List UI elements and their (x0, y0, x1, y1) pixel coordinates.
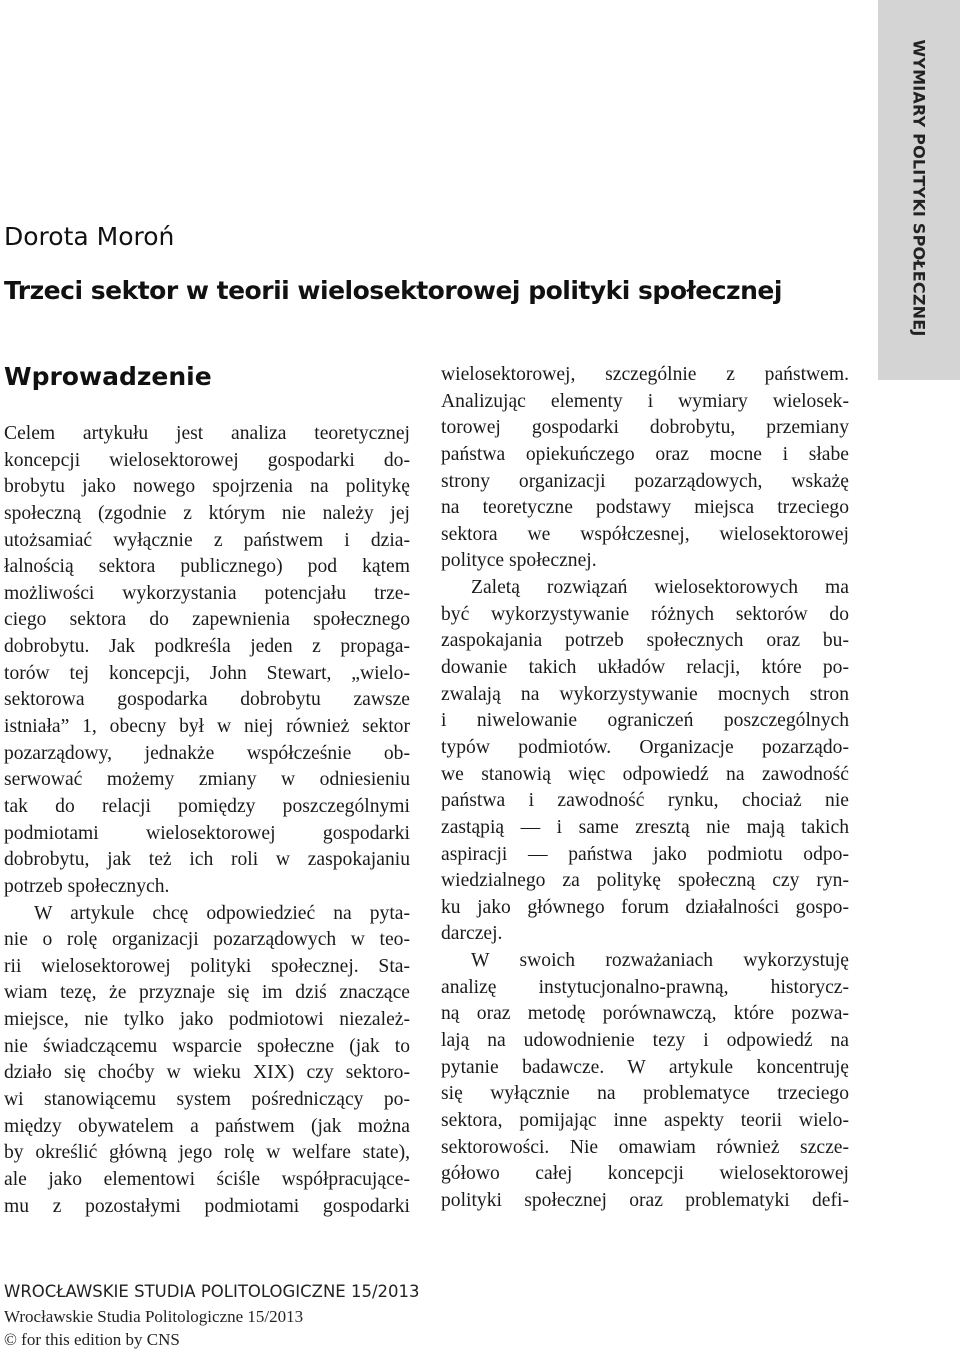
text-line: brobytu jako nowego spojrzenia na politykę (4, 476, 410, 498)
text-line: pozarządowy, jednakże współcześnie ob- (4, 742, 410, 764)
text-line: wiam tezę, że przyznaje się im dziś znaczące (4, 982, 410, 1004)
text-line: istniała” 1, obecny był w niej również sektor (4, 716, 410, 738)
text-line: by określić główną jego rolę w welfare state), (4, 1142, 410, 1164)
text-line: dowanie takich układów relacji, które po- (441, 657, 849, 679)
text-line: polityki społecznej oraz problematyki defi- (441, 1189, 849, 1211)
text-line: darczej. (441, 923, 503, 945)
text-line: ku jako głównego forum działalności gospo- (441, 896, 849, 918)
text-line: ciego sektora do zapewnienia społecznego (4, 609, 410, 631)
text-line: rii wielosektorowej polityki społecznej. Sta- (4, 955, 410, 977)
text-line: dobrobytu, jak też ich roli w zaspokajaniu (4, 849, 410, 871)
text-line: utożsamiać wyłącznie z państwem i dzia- (4, 529, 410, 551)
text-line: gółowo całej koncepcji wielosektorowej (441, 1163, 849, 1185)
author-name: Dorota Moroń (4, 222, 175, 251)
text-line: się wyłącznie na problematyce trzeciego (441, 1083, 849, 1105)
text-line: tak do relacji pomiędzy poszczególnymi (4, 795, 410, 817)
footer-journal-line (4, 1282, 420, 1301)
text-line: łalnością sektora publicznego) pod kątem (4, 556, 410, 578)
text-line: analizę instytucjonalno-prawną, historycz- (441, 976, 849, 998)
text-line: działo się choćby w wieku XIX) czy sektoro- (4, 1062, 410, 1084)
text-line: torowej gospodarki dobrobytu, przemiany (441, 417, 849, 439)
text-line: potrzeb społecznych. (4, 875, 170, 897)
text-line: Zaletą rozwiązań wielosektorowych ma (471, 577, 849, 599)
text-line: ną oraz metodę porównawczą, które pozwa- (441, 1003, 849, 1025)
text-line: państwa opiekuńczego oraz mocne i słabe (441, 443, 849, 465)
text-line: pytanie badawcze. W artykule koncentruję (441, 1056, 849, 1078)
footer-citation: Wrocławskie Studia Politologiczne 15/2013 (4, 1307, 304, 1326)
text-line: polityce społecznej. (441, 550, 597, 572)
text-line: państwa i zawodność rynku, chociaż nie (441, 790, 849, 812)
text-line: zastąpią — i same zresztą nie mają takich (441, 816, 849, 838)
text-line: nie świadczącemu wsparcie społeczne (jak to (4, 1035, 410, 1057)
text-line: na teoretyczne podstawy miejsca trzeciego (441, 497, 849, 519)
text-line: we stanowią więc odpowiedź na zawodność (441, 763, 849, 785)
text-line: W swoich rozważaniach wykorzystuję (471, 950, 849, 972)
text-line: sektora, pomijając inne aspekty teorii wielo- (441, 1109, 849, 1131)
text-line: społeczną (zgodnie z którym nie należy jej (4, 502, 410, 524)
text-line: sektorowa gospodarka dobrobytu zawsze (4, 689, 410, 711)
text-line: lają na udowodnienie tezy i odpowiedź na (441, 1030, 849, 1052)
text-line: aspiracji — państwa jako podmiotu odpo- (441, 843, 849, 865)
footer-issue: 15/2013 (350, 1282, 420, 1301)
text-line: sektorowości. Nie omawiam również szcze- (441, 1136, 849, 1158)
text-line: W artykule chcę odpowiedzieć na pyta- (34, 902, 410, 924)
text-line: strony organizacji pozarządowych, wskażę (441, 470, 849, 492)
text-line: Analizując elementy i wymiary wielosek- (441, 390, 849, 412)
text-line: być wykorzystywanie różnych sektorów do (441, 603, 849, 625)
footer-copyright: © for this edition by CNS (4, 1330, 180, 1349)
text-line: podmiotami wielosektorowej gospodarki (4, 822, 410, 844)
section-tab-label: WYMIARY POLITYKI SPOŁECZNEJ (909, 39, 929, 337)
text-line: wiedzialnego za politykę społeczną czy ryn- (441, 870, 849, 892)
section-heading: Wprowadzenie (4, 362, 212, 391)
text-line: ale jako elementowi ściśle współpracujące- (4, 1168, 410, 1190)
text-line: wielosektorowej, szczególnie z państwem. (441, 364, 849, 385)
text-line: typów podmiotów. Organizacje pozarządo- (441, 736, 849, 758)
text-line: zwalają na wykorzystywanie mocnych stron (441, 683, 849, 705)
text-line: między obywatelem a państwem (jak można (4, 1115, 410, 1137)
text-line: możliwości wykorzystania potencjału trze- (4, 582, 410, 604)
text-line: miejsce, nie tylko jako podmiotowi niezależ- (4, 1009, 410, 1031)
left-column-text (4, 421, 410, 1220)
text-line: zaspokajania potrzeb społecznych oraz bu- (441, 630, 849, 652)
text-line: nie o rolę organizacji pozarządowych w teo- (4, 929, 410, 951)
text-line: dobrobytu. Jak podkreśla jeden z propaga- (4, 636, 410, 658)
text-line: koncepcji wielosektorowej gospodarki do- (4, 449, 410, 471)
text-line: torów tej koncepcji, John Stewart, „wielo- (4, 662, 410, 684)
text-line: sektora we współczesnej, wielosektorowej (441, 523, 849, 545)
text-line: mu z pozostałymi podmiotami gospodarki (4, 1195, 410, 1217)
article-title: Trzeci sektor w teorii wielosektorowej polityki społecznej (4, 276, 782, 305)
text-line: serwować możemy zmiany w odniesieniu (4, 769, 410, 791)
right-column-text (441, 362, 849, 1215)
text-line: wi stanowiącemu system pośredniczący po- (4, 1089, 410, 1111)
footer-journal-name: WROCŁAWSKIE STUDIA POLITOLOGICZNE (4, 1282, 346, 1301)
text-line: i niwelowanie ograniczeń poszczególnych (441, 710, 849, 732)
text-line: Celem artykułu jest analiza teoretycznej (4, 423, 410, 444)
